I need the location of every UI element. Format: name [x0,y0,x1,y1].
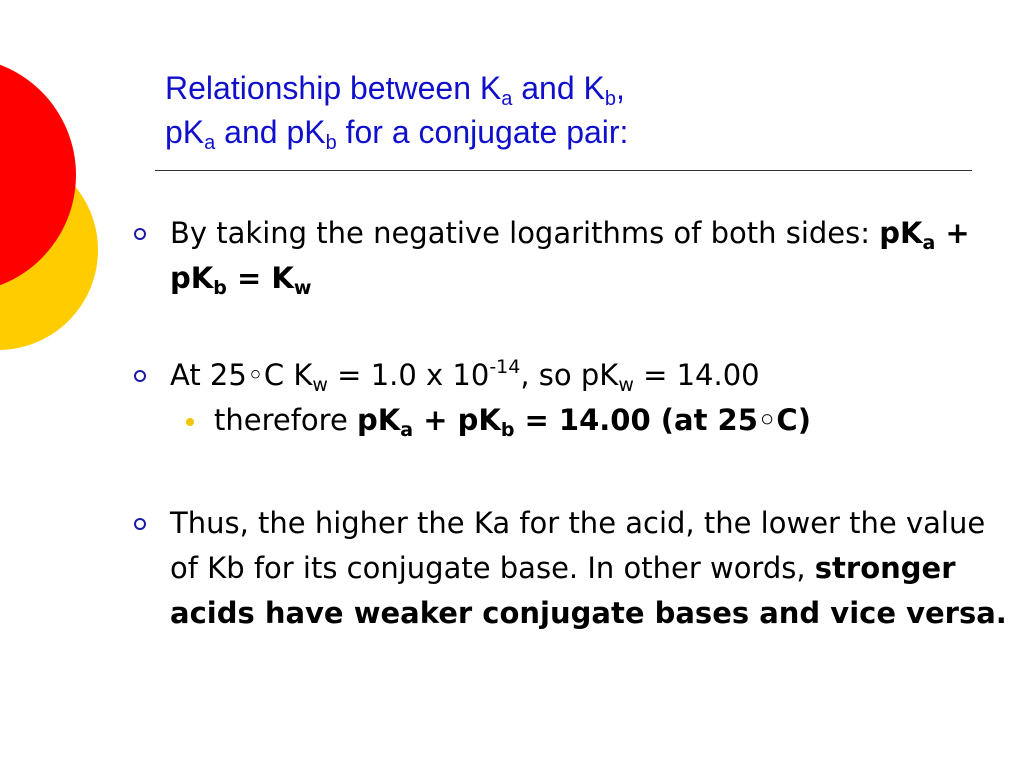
title-text: and pK [215,114,326,150]
equation-part: = 14.00 (at 25◦C) [514,403,811,437]
equation-part: pK [357,403,401,437]
ring-bullet-icon [134,518,146,530]
dot-bullet-icon [186,418,194,426]
bullet-subscript: w [312,374,328,396]
bullet-text: Thus, the higher the Ka for the acid, the lower the value of Kb for its conjugate base. In other words, [170,506,986,585]
equation-subscript: a [400,419,414,441]
title-subscript: b [325,132,337,154]
bullet-text: = 14.00 [633,358,760,392]
bullet-kw-value [128,353,1008,398]
sub-bullet-therefore [128,398,1008,443]
bullet-text: By taking the negative logarithms of both sides: [170,216,880,250]
bullet-text: At 25◦C K [170,358,313,392]
title-text: Relationship between K [165,70,502,106]
title-divider [155,170,972,171]
slide-title [165,66,1005,154]
bullet-superscript: -14 [489,356,521,378]
title-subscript: a [204,132,216,154]
ring-bullet-icon [134,228,146,240]
bullet-text: , so pK [520,358,619,392]
ring-bullet-icon [134,370,146,382]
bullet-emphasis: stronger acids have weaker conjugate bases and vice versa. [170,551,1007,630]
sub-bullet-text: therefore [214,403,358,437]
title-line-1 [165,66,1005,110]
bullet-subscript: w [618,374,634,396]
title-text: and K [512,70,605,106]
bullet-negative-logarithms [128,211,1008,301]
bullet-text: = 1.0 x 10 [327,358,490,392]
slide-body [128,211,1008,636]
equation-subscript: a [922,232,936,254]
equation-part: + pK [413,403,501,437]
title-subscript: a [501,88,513,110]
equation-subscript: b [213,277,227,299]
equation-part: pK [879,216,923,250]
bullet-stronger-acids [128,501,1008,636]
title-line-2 [165,110,1005,154]
equation-subscript: w [293,277,312,299]
title-text: pK [165,114,205,150]
equation-part: + pK [170,216,970,295]
yellow-circle [0,150,98,350]
equation-subscript: b [500,419,515,441]
red-circle [0,57,76,293]
title-text: for a conjugate pair: [336,114,629,150]
equation-part: = K [226,261,294,295]
title-text: , [615,70,625,106]
equation [357,403,811,441]
decorative-circles [0,0,120,420]
title-subscript: b [604,88,616,110]
